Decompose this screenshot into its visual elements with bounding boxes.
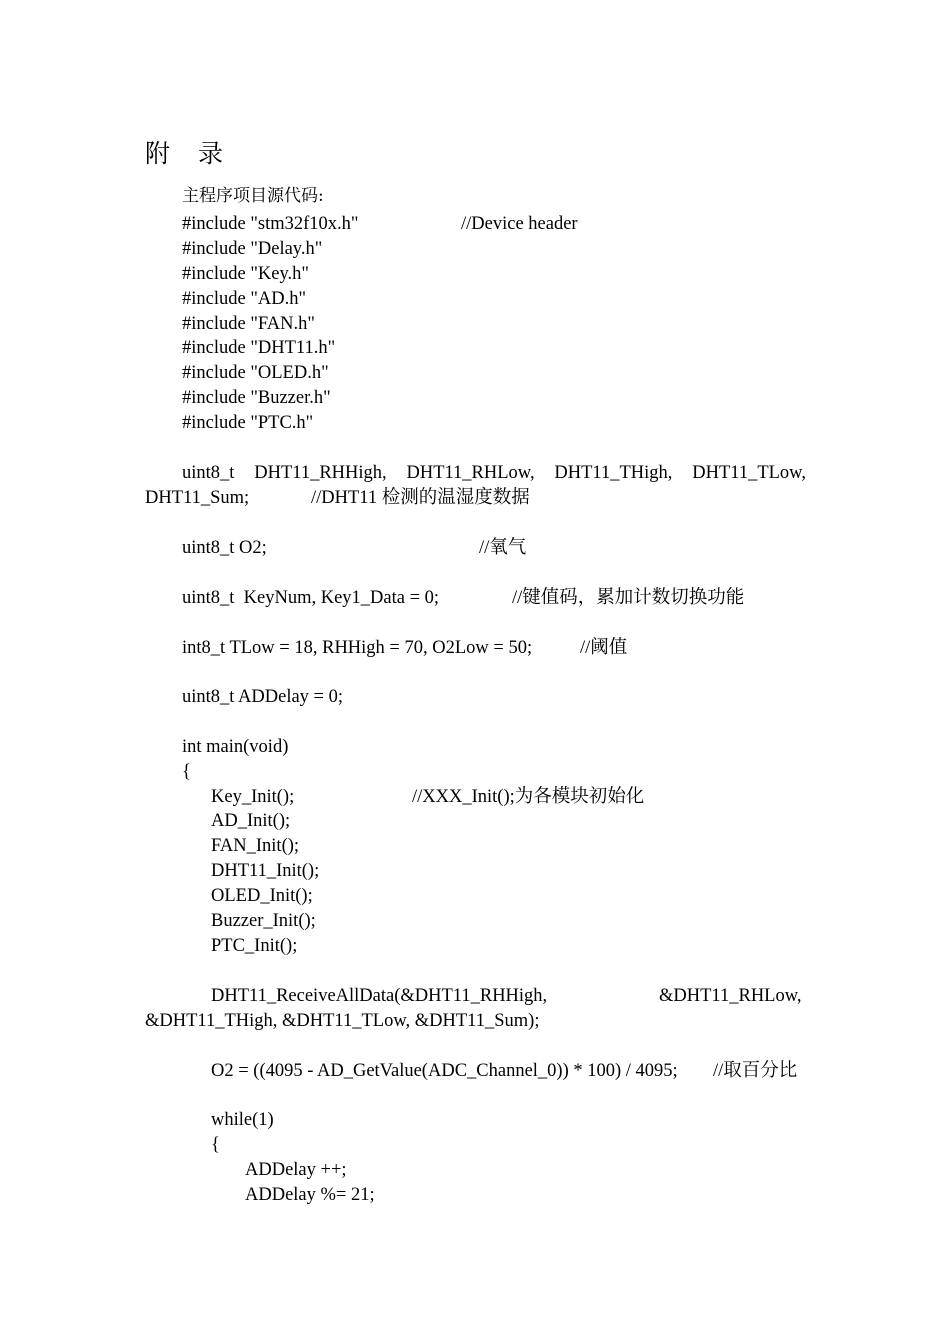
code-token: DHT11_RHLow, [406, 463, 535, 483]
dht-declaration [182, 461, 806, 485]
code-line: uint8_t O2; [182, 538, 267, 558]
code-line: #include "OLED.h" [182, 363, 329, 383]
code-line: ADDelay ++; [245, 1160, 347, 1180]
code-line: int main(void) [182, 737, 289, 757]
code-comment: //键值码，累加计数切换功能 [512, 588, 745, 608]
code-comment: //Device header [461, 214, 578, 234]
code-comment: //取百分比 [713, 1061, 798, 1081]
code-comment: //XXX_Init();为各模块初始化 [412, 787, 645, 807]
code-line: #include "stm32f10x.h" [182, 214, 359, 234]
code-line: &DHT11_THigh, &DHT11_TLow, &DHT11_Sum); [145, 1011, 540, 1031]
code-line: #include "DHT11.h" [182, 338, 336, 358]
code-comment: //氧气 [479, 538, 527, 558]
code-line: #include "Delay.h" [182, 239, 323, 259]
code-line: &DHT11_RHLow, [659, 986, 802, 1006]
code-line: FAN_Init(); [211, 836, 300, 856]
intro-text: 主程序项目源代码: [182, 186, 324, 206]
code-line: uint8_t KeyNum, Key1_Data = 0; [182, 588, 440, 608]
page-title: 附 录 [145, 139, 233, 168]
code-line: O2 = ((4095 - AD_GetValue(ADC_Channel_0)) * 100) / 4095; [211, 1061, 678, 1081]
code-line: DHT11_Sum; [145, 488, 250, 508]
code-line: Buzzer_Init(); [211, 911, 316, 931]
code-line: OLED_Init(); [211, 886, 313, 906]
code-line: #include "PTC.h" [182, 413, 314, 433]
code-line: DHT11_ReceiveAllData(&DHT11_RHHigh, [211, 986, 548, 1006]
code-line: while(1) [211, 1110, 274, 1130]
code-token: uint8_t [182, 463, 235, 483]
code-token: DHT11_THigh, [554, 463, 673, 483]
code-line: AD_Init(); [211, 811, 291, 831]
code-comment: //阈值 [580, 638, 628, 658]
code-line: int8_t TLow = 18, RHHigh = 70, O2Low = 50; [182, 638, 533, 658]
code-line: { [182, 762, 191, 782]
code-line: PTC_Init(); [211, 936, 298, 956]
code-line: Key_Init(); [211, 787, 295, 807]
code-line: #include "Buzzer.h" [182, 388, 331, 408]
code-line: ADDelay %= 21; [245, 1185, 375, 1205]
code-line: { [211, 1135, 220, 1155]
code-token: DHT11_RHHigh, [254, 463, 387, 483]
code-line: #include "Key.h" [182, 264, 309, 284]
code-line: uint8_t ADDelay = 0; [182, 687, 343, 707]
code-comment: //DHT11 检测的温湿度数据 [311, 488, 530, 508]
code-line: DHT11_Init(); [211, 861, 320, 881]
code-line: #include "AD.h" [182, 289, 307, 309]
code-token: DHT11_TLow, [692, 463, 806, 483]
code-line: #include "FAN.h" [182, 314, 315, 334]
